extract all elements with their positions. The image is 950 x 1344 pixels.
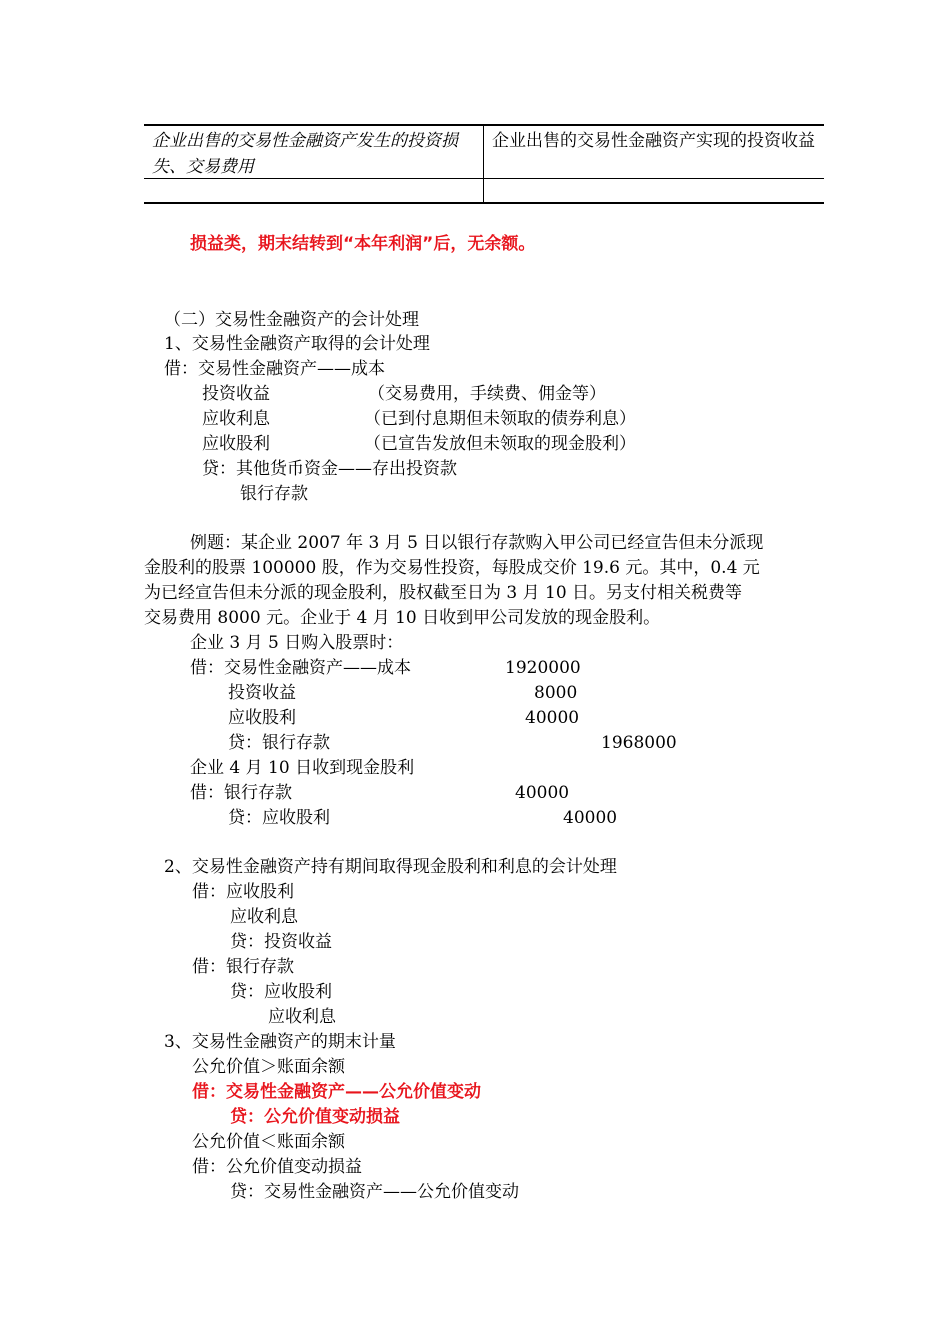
part2-line: 贷：投资收益 (230, 932, 332, 952)
part2-line: 应收利息 (230, 907, 298, 927)
part1-line: 应收股利 (202, 434, 270, 454)
entry-label: 应收股利 (228, 708, 296, 728)
part3-line: 贷：交易性金融资产——公允价值变动 (230, 1182, 519, 1202)
part2-line: 贷：应收股利 (230, 982, 332, 1002)
example-line: 为已经宣告但未分派的现金股利，股权截至日为 3 月 10 日。另支付相关税费等 (144, 583, 743, 603)
part2-line: 借：应收股利 (192, 882, 294, 902)
part1-line: 应收利息 (202, 409, 270, 429)
ledger-credit-cell: 企业出售的交易性金融资产实现的投资收益 (492, 131, 815, 151)
entry-label: 投资收益 (228, 683, 296, 703)
table-top-rule (144, 124, 824, 126)
part1-line: 投资收益 (202, 384, 270, 404)
part1-line: 银行存款 (240, 484, 308, 504)
section-title: （二）交易性金融资产的会计处理 (164, 310, 419, 330)
part2-line: 借：银行存款 (192, 957, 294, 977)
part1-line: 贷：其他货币资金——存出投资款 (202, 459, 457, 479)
part3-title: 3、交易性金融资产的期末计量 (164, 1032, 396, 1052)
dividend-title: 企业 4 月 10 日收到现金股利 (190, 758, 415, 778)
closing-note: 损益类，期末结转到“本年利润”后，无余额。 (190, 234, 536, 254)
entry-amount: 40000 (525, 708, 580, 728)
entry-label: 借：银行存款 (190, 783, 292, 803)
entry-amount: 40000 (563, 808, 618, 828)
part1-line-note: （交易费用，手续费、佣金等） (368, 384, 606, 404)
part1-line-note: （已宣告发放但未领取的现金股利） (364, 434, 636, 454)
table-column-divider (483, 124, 484, 204)
ledger-table (144, 124, 824, 204)
table-bottom-rule (144, 202, 824, 204)
entry-label: 贷：应收股利 (228, 808, 330, 828)
part1-line-note: （已到付息期但未领取的债券利息） (364, 409, 636, 429)
part3-line: 借：公允价值变动损益 (192, 1157, 362, 1177)
entry-amount: 40000 (515, 783, 570, 803)
ledger-debit-cell: 企业出售的交易性金融资产发生的投资损失、交易费用 (152, 131, 458, 177)
part2-line: 应收利息 (268, 1007, 336, 1027)
entry-label: 借：交易性金融资产——成本 (190, 658, 411, 678)
example-line: 金股利的股票 100000 股，作为交易性投资，每股成交价 19.6 元。其中，0.4 元 (144, 558, 760, 578)
part3-line: 公允价值＜账面余额 (192, 1132, 345, 1152)
entry-amount: 8000 (534, 683, 578, 703)
part1-line: 借：交易性金融资产——成本 (164, 359, 385, 379)
entry-label: 贷：银行存款 (228, 733, 330, 753)
part1-title: 1、交易性金融资产取得的会计处理 (164, 334, 430, 354)
part3-line-highlight: 贷：公允价值变动损益 (230, 1107, 400, 1127)
entry-amount: 1920000 (505, 658, 581, 678)
example-line: 交易费用 8000 元。企业于 4 月 10 日收到甲公司发放的现金股利。 (144, 608, 661, 628)
part3-line: 公允价值＞账面余额 (192, 1057, 345, 1077)
part3-line-highlight: 借：交易性金融资产——公允价值变动 (192, 1082, 481, 1102)
part2-title: 2、交易性金融资产持有期间取得现金股利和利息的会计处理 (164, 857, 617, 877)
purchase-title: 企业 3 月 5 日购入股票时： (190, 633, 404, 653)
example-line: 例题：某企业 2007 年 3 月 5 日以银行存款购入甲公司已经宣告但未分派现 (190, 533, 764, 553)
entry-amount: 1968000 (601, 733, 677, 753)
